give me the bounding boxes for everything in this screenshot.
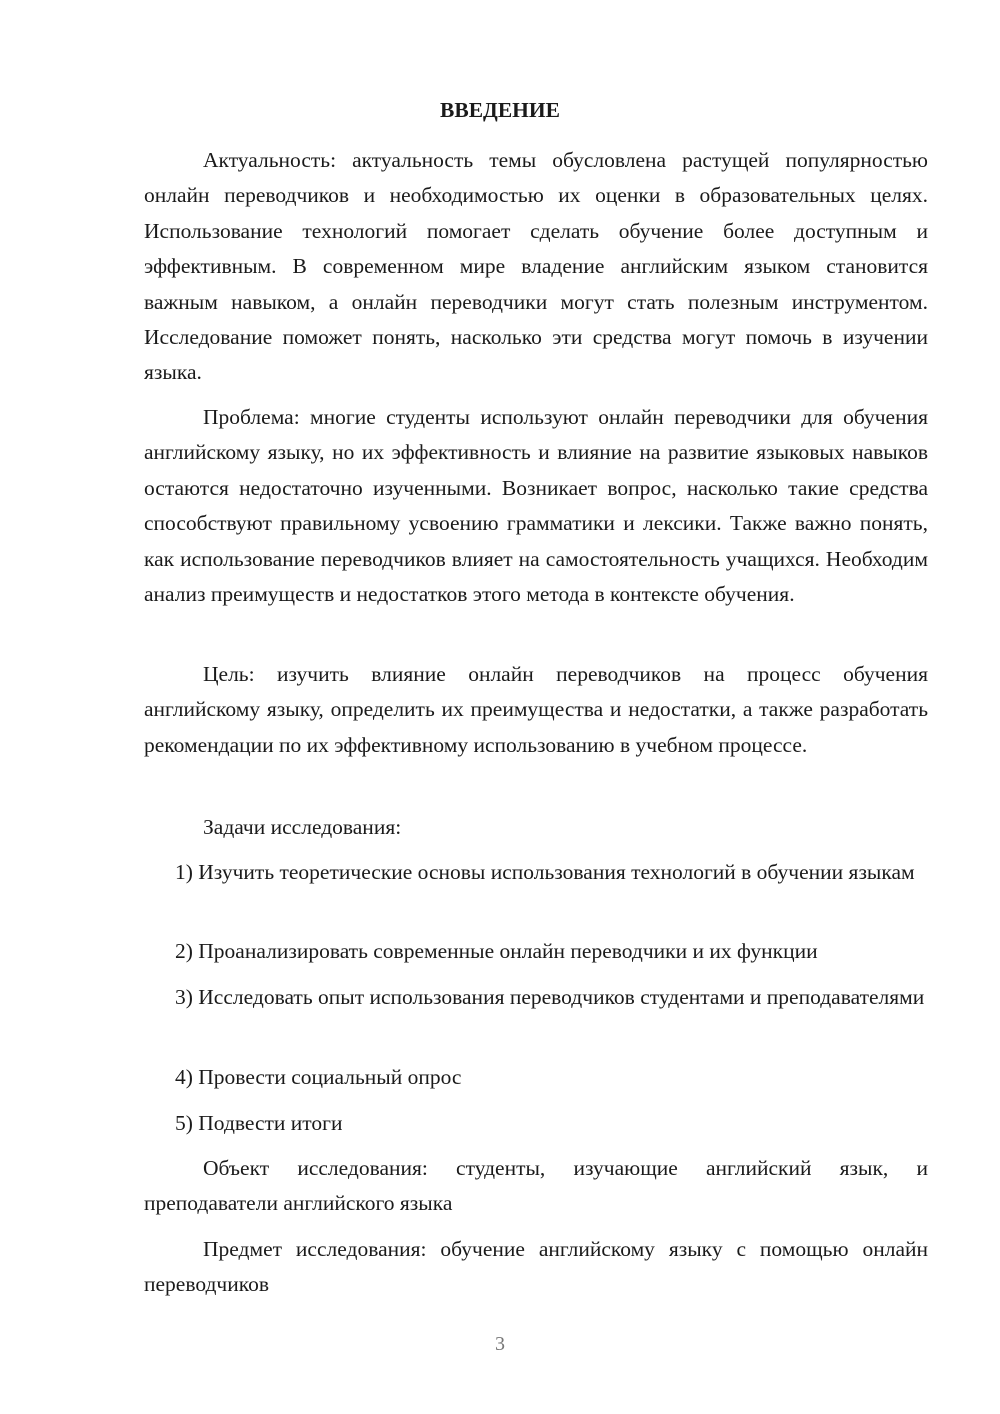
list-item [144, 1106, 928, 1141]
page-number: 3 [495, 1333, 505, 1355]
paragraph-actuality-text: Актуальность: актуальность темы обусловлена растущей популярностью онлайн переводчиков и необходимостью их оценки в образовательных целях. Использование технологий помогает сделать обучение более доступным и эффективным. В современном мире владение английским языком становится важным навыком, а онлайн переводчики могут стать полезным инструментом. Исследование поможет понять, насколько эти средства могут помочь в изучении языка. [144, 148, 928, 385]
tasks-heading [144, 810, 928, 845]
page-title: ВВЕДЕНИЕ [440, 98, 560, 122]
paragraph-object-text: Объект исследования: студенты, изучающие английский язык, и преподаватели английского языка [144, 1156, 928, 1216]
task-item-4: 4) Провести социальный опрос [175, 1065, 462, 1089]
paragraph-actuality [144, 143, 928, 391]
task-item-5: 5) Подвести итоги [175, 1111, 343, 1135]
tasks-heading-text: Задачи исследования: [203, 815, 402, 839]
paragraph-problem [144, 400, 928, 612]
task-item-1: 1) Изучить теоретические основы использования технологий в обучении языкам [175, 860, 915, 884]
paragraph-problem-text: Проблема: многие студенты используют онлайн переводчики для обучения английскому языку, но их эффективность и влияние на развитие языковых навыков остаются недостаточно изученными. Возникает вопрос, насколько такие средства способствуют правильному усвоению грамматики и лексики. Также важно понять, как использование переводчиков влияет на самостоятельность учащихся. Необходим анализ преимуществ и недостатков этого метода в контексте обучения. [144, 405, 928, 607]
list-item [144, 1060, 928, 1095]
task-item-3: 3) Исследовать опыт использования переводчиков студентами и преподавателями [175, 985, 925, 1009]
list-item [144, 855, 928, 890]
paragraph-goal [144, 657, 928, 763]
paragraph-object [144, 1151, 928, 1222]
list-item [144, 934, 928, 969]
list-item [144, 980, 928, 1015]
paragraph-goal-text: Цель: изучить влияние онлайн переводчиков на процесс обучения английскому языку, определить их преимущества и недостатки, а также разработать рекомендации по их эффективному использованию в учебном процессе. [144, 662, 928, 757]
paragraph-subject-text: Предмет исследования: обучение английскому языку с помощью онлайн переводчиков [144, 1237, 928, 1297]
task-item-2: 2) Проанализировать современные онлайн переводчики и их функции [175, 939, 818, 963]
paragraph-subject [144, 1232, 928, 1303]
